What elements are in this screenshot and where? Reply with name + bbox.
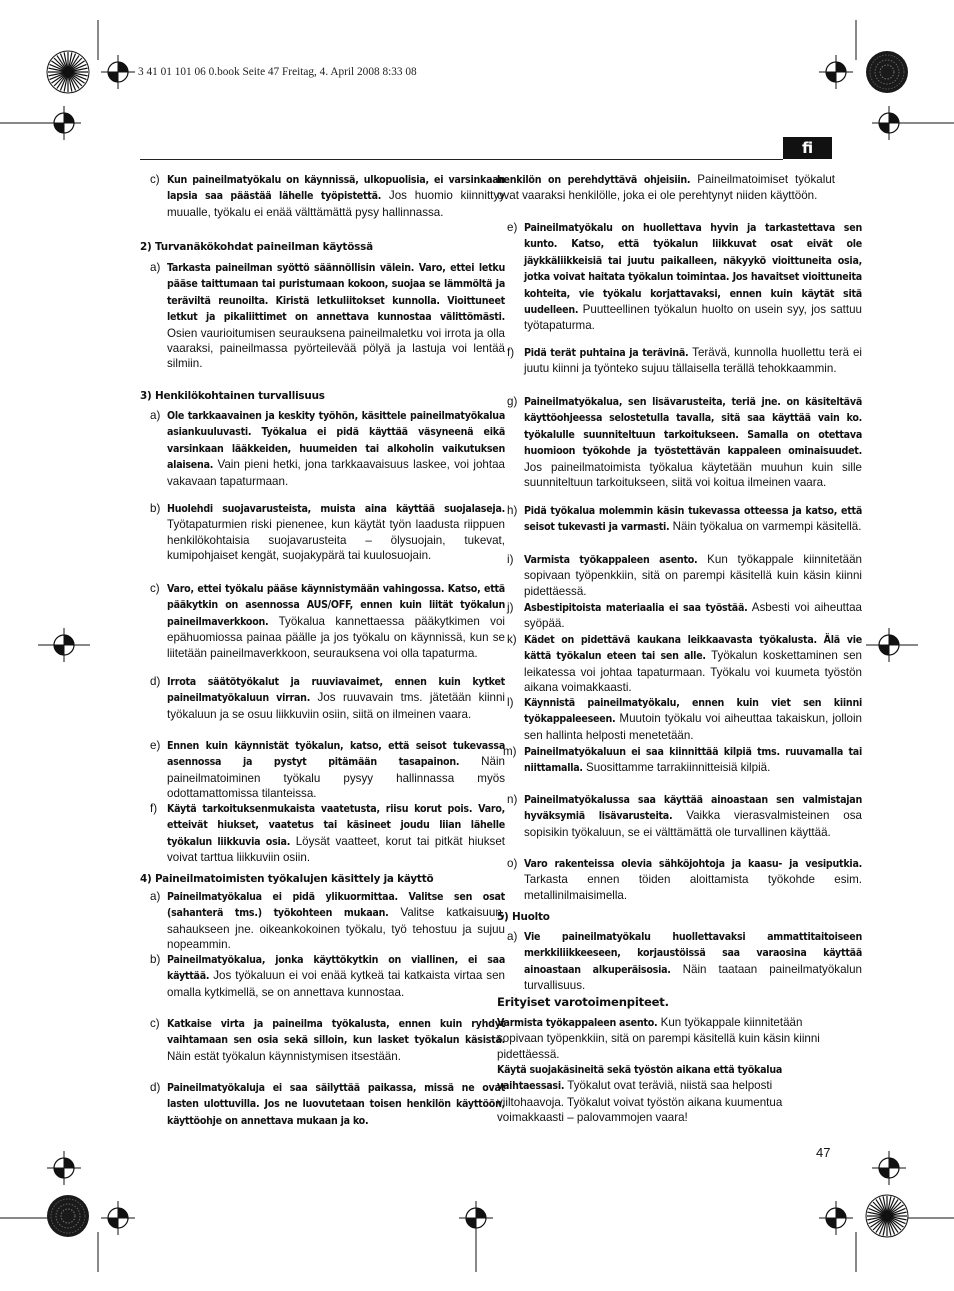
item-text: Asbesti voi aiheuttaa syöpää. [524, 601, 862, 631]
list-item [497, 695, 862, 743]
special-precautions-heading: Erityiset varotoimenpiteet. [497, 995, 669, 1009]
item-text: Suosittamme tarrakiinnitteisiä kilpiä. [582, 761, 771, 775]
section-heading: 4) Paineilmatoimisten työkalujen käsittely ja käyttö [140, 873, 434, 885]
list-item [497, 394, 862, 490]
item-label: n) [507, 793, 518, 806]
item-label: e) [150, 739, 161, 752]
item-bold: Käytä tarkoituksenmukaista vaatetusta, riisu korut pois. Varo, etteivät hiukset, vaatetus tai käsineet joudu liian lähelle työkalun liikkuvia osia. [167, 803, 505, 848]
item-text: Työkalua kannettaessa pääkytkimen voi epähuomiossa painaa päälle ja jos työkalu on käynnissä, kun se liitetään paineilmaverkkoon, seurauksena voi olla tapaturma. [167, 614, 505, 660]
paragraph-bold: Varmista työkappaleen asento. [497, 1017, 658, 1029]
item-bold: Varo, ettei työkalu pääse käynnistymään vahingossa. Katso, että pääkytkin on asennossa AUS/OFF, ennen kuin liität työkalun paineilmaverkkoon. [167, 583, 505, 628]
item-text: Työtapaturmien riski pienenee, kun käytät työn laadusta riippuen henkilökohtaisia suojavarusteita – ölysuojain, tukevat, kumipohjaiset kengät, suojakypärä tai kuulosuojain. [167, 518, 505, 563]
item-bold: Ennen kuin käynnistät työkalun, katso, että seisot tukevassa asennossa ja pystyt pitämään tasapainon. [167, 740, 505, 769]
list-item [140, 1080, 505, 1129]
book-header-line: 3 41 01 101 06 0.book Seite 47 Freitag, 4. April 2008 8:33 08 [138, 66, 417, 78]
list-item [497, 856, 862, 903]
list-item [140, 1016, 505, 1064]
item-label: g) [507, 395, 518, 408]
item-label: i) [507, 553, 514, 566]
list-item [497, 220, 862, 334]
list-item [497, 552, 862, 599]
item-text: Työkalun koskettaminen sen leikatessa voi johtaa tapaturmaan. Työkalu voi kuumeta työstön aikana voimakkaasti. [524, 649, 862, 695]
list-item [497, 744, 862, 777]
item-bold: Pidä terät puhtaina ja terävinä. [524, 347, 689, 359]
item-text: Jos ruuvavain tms. jätetään kiinni työkaluun ja se osuu liikkuviin osiin, siitä on ilmeinen vaara. [167, 691, 505, 721]
list-item [140, 738, 505, 802]
list-item [140, 889, 505, 953]
item-label: h) [507, 504, 518, 517]
language-badge: fi [783, 137, 832, 159]
item-bold: Paineilmatyökalua, sen lisävarusteita, teriä jne. on käsiteltävä käyttöohjeessa selostetulla tavalla, sitä saa käyttää vain ko. työkalulle suunniteltuun tarkoitukseen. Samalla on otettava huomioon työkohde ja työstettävän kappaleen ominaisuudet. [524, 396, 862, 458]
item-bold: Pidä työkalua molemmin käsin tukevassa otteessa ja katso, että seisot tukevasti ja varmasti. [524, 505, 862, 534]
item-bold: henkilön on perehdyttävä ohjeisiin. [497, 174, 691, 186]
item-text: Näin paineilmatoiminen työkalu pysyy hallinnassa myös odottamattomissa tilanteissa. [167, 755, 505, 801]
section-heading: 3) Henkilökohtainen turvallisuus [140, 390, 325, 402]
item-bold: Paineilmatyökalua, jonka käyttökytkin on viallinen, ei saa käyttää. [167, 954, 505, 983]
item-label: f) [150, 802, 158, 815]
item-label: c) [150, 1017, 160, 1030]
item-text: Näin estät työkalun käynnistymisen itsestään. [167, 1049, 401, 1063]
item-bold: Varmista työkappaleen asento. [524, 554, 698, 566]
item-bold: Paineilmatyökalussa saa käyttää ainoastaan sen valmistajan hyväksymiä lisävarusteita. [524, 794, 862, 823]
item-bold: Käynnistä paineilmatyökalu, ennen kuin viet sen kiinni työkappaleeseen. [524, 697, 862, 726]
item-label: d) [150, 675, 161, 688]
list-item [497, 503, 862, 536]
list-item [140, 674, 505, 722]
item-text: Jos huomio kiinnittyy muualle, työkalu ei enää välttämättä pysy hallinnassa. [167, 189, 505, 219]
item-label: b) [150, 502, 161, 515]
item-label: d) [150, 1081, 161, 1094]
item-label: m) [503, 745, 517, 758]
item-label: l) [507, 696, 514, 709]
item-text: Vaikka vierasvalmisteinen osa sopisikin työkaluun, se ei välttämättä ole turvallinen käyttää. [524, 809, 862, 839]
list-item [140, 172, 505, 220]
item-bold: Vie paineilmatyökalu huollettavaksi ammattitaitoiseen merkkiliikkeeseen, korjaustöissä saa varaosina käyttää ainoastaan alkuperäisosia. [524, 931, 862, 976]
item-label: a) [150, 890, 161, 903]
item-bold: Paineilmatyökalua ei pidä ylikuormittaa. Valitse sen osat (sahanterä tms.) työkohteen mukaan. [167, 891, 505, 920]
section-heading: 2) Turvanäkökohdat paineilman käytössä [140, 241, 373, 253]
item-text: Vain pieni hetki, jona tarkkaavaisuus laskee, voi johtaa vakavaan tapaturmaan. [167, 458, 505, 488]
paragraph-text: Työkalut ovat teräviä, niistä saa helposti viiltohaavoja. Työkalut voivat työstön aikana kuumentua voimakkaasti – palovammojen vaara! [497, 1079, 783, 1125]
list-item-continuation [497, 172, 835, 204]
header-rule [140, 159, 783, 160]
item-bold: Kun paineilmatyökalu on käynnissä, ulkopuolisia, ei varsinkaan lapsia saa päästää lähelle työpistettä. [167, 174, 505, 203]
item-bold: Irrota säätötyökalut ja ruuviavaimet, ennen kuin kytket paineilmatyökaluun virran. [167, 676, 505, 705]
item-label: c) [150, 582, 160, 595]
item-label: a) [507, 930, 518, 943]
item-text: Jos työkaluun ei voi enää kytkeä tai katkaista virtaa sen omalla kytkimellä, se on annettava kunnostaa. [167, 969, 505, 999]
item-bold: Katkaise virta ja paineilma työkalusta, ennen kuin ryhdyt vaihtamaan sen osia sekä silloin, kun lasket työkalun käsistä. [167, 1018, 505, 1047]
item-text: Muutoin työkalu voi aiheuttaa takaiskun, jolloin sen hallinta helposti menetetään. [524, 712, 862, 742]
item-text: Tarkasta ennen töiden aloittamista työkohde esim. metallinilmaisimella. [524, 873, 862, 902]
item-text: Osien vaurioitumisen seurauksena paineilmaletku voi irrota ja olla vaaraksi, paineilmassa pyörteilevää pölyä ja lastuja voi lentää silmiin. [167, 326, 505, 371]
item-text: Jos paineilmatoimista työkalua käytetään muuhun kuin sille suunniteltuun tarkoitukseen, siitä voi koitua ilmeinen vaara. [524, 460, 862, 490]
paragraph-text: Kun työkappale kiinnitetään sopivaan työpenkkiin, sitä on parempi käsitellä kuin käsin kiinni pidettäessä. [497, 1016, 820, 1061]
special-paragraph [497, 1062, 835, 1126]
item-label: a) [150, 261, 161, 274]
item-label: a) [150, 409, 161, 422]
item-text: Näin taataan paineilmatyökalun turvallisuus. [524, 962, 862, 993]
item-bold: Ole tarkkaavainen ja keskity työhön, käsittele paineilmatyökalua asiankuuluvasti. Työkalua ei pidä käyttää väsyneenä eikä varsinkaan lääkkeiden, huumeiden tai alkoholin vaikutuksen alaisena. [167, 410, 505, 472]
item-text: Puutteellinen työkalun huolto on usein syy, jos sattuu työtapaturma. [524, 303, 862, 333]
list-item [497, 345, 862, 377]
paragraph-bold: Käytä suojakäsineitä sekä työstön aikana että työkalua vaihtaessasi. [497, 1064, 783, 1093]
list-item [140, 501, 505, 564]
item-label: o) [507, 857, 518, 870]
item-bold: Paineilmatyökalu on huollettava hyvin ja tarkastettava sen kunto. Katso, että työkalun liikkuvat osat eivät ole jäykkäliikkeisiä tai juutu paikalleen, näkyykö vioittuneita osia, jotka voivat haitata työkalun toimintaa. Jos havaitset vioittuneita kohteita, vie työkalu korjattavaksi, ennen kuin käytät sitä uudelleen. [524, 222, 862, 317]
list-item [140, 801, 505, 866]
special-paragraph [497, 1015, 835, 1062]
list-item [140, 408, 505, 489]
list-item [497, 792, 862, 840]
list-item [497, 600, 862, 632]
item-text: Näin työkalua on varmempi käsitellä. [669, 520, 862, 534]
item-bold: Paineilmatyökaluja ei saa säilyttää paikassa, missä ne ovat lasten ulottuvilla. Jos ne luovutetaan toisen henkilön käyttöön, käyttöohje on annettava mukaan ja ko. [167, 1082, 505, 1127]
item-label: e) [507, 221, 518, 234]
page-number: 47 [816, 1145, 831, 1160]
item-label: j) [507, 601, 514, 614]
item-bold: Varo rakenteissa olevia sähköjohtoja ja kaasu- ja vesiputkia. [524, 858, 862, 870]
item-bold: Asbestipitoista materiaalia ei saa työstää. [524, 602, 748, 614]
item-label: b) [150, 953, 161, 966]
item-bold: Tarkasta paineilman syöttö säännöllisin välein. Varo, ettei letku pääse taittumaan tai puristumaan kokoon, suojaa se lämmöltä ja teräviltä reunoilta. Kiristä letkuliitokset kunnolla. Vioittuneet letkut ja pikaliittimet on annettava kunnostaa välittömästi. [167, 262, 505, 324]
item-text: Paineilmatoimiset työkalut ovat vaaraksi henkilölle, joka ei ole perehtynyt niiden käyttöön. [497, 173, 835, 203]
item-text: Kun työkappale kiinnitetään sopivaan työpenkkiin, sitä on parempi käsitellä kuin käsin kiinni pidettäessä. [524, 553, 862, 598]
list-item [140, 260, 505, 372]
section-heading: 5) Huolto [497, 911, 550, 923]
item-label: c) [150, 173, 160, 186]
item-bold: Kädet on pidettävä kaukana leikkaavasta työkalusta. Älä vie kättä työkalun eteen tai sen alle. [524, 634, 862, 663]
item-label: k) [507, 633, 517, 646]
list-item [140, 952, 505, 1000]
item-bold: Huolehdi suojavarusteista, muista aina käyttää suojalaseja. [167, 503, 505, 515]
list-item [140, 581, 505, 661]
item-label: f) [507, 346, 515, 359]
item-bold: Paineilmatyökaluun ei saa kiinnittää kilpiä tms. ruuvamalla tai niittamalla. [524, 746, 862, 775]
list-item [497, 929, 862, 994]
item-text: Löysät vaatteet, korut tai pitkät hiukset voivat tarttua liikkuviin osiin. [167, 834, 505, 865]
list-item [497, 632, 862, 696]
item-text: Valitse katkaisuun, sahaukseen jne. oikeankokoinen työkalu, työ tehostuu ja sujuu nopeammin. [167, 906, 505, 952]
item-text: Terävä, kunnolla huollettu terä ei juutu kiinni ja työnteko sujuu tällaisella terällä tehokkaammin. [524, 346, 863, 376]
